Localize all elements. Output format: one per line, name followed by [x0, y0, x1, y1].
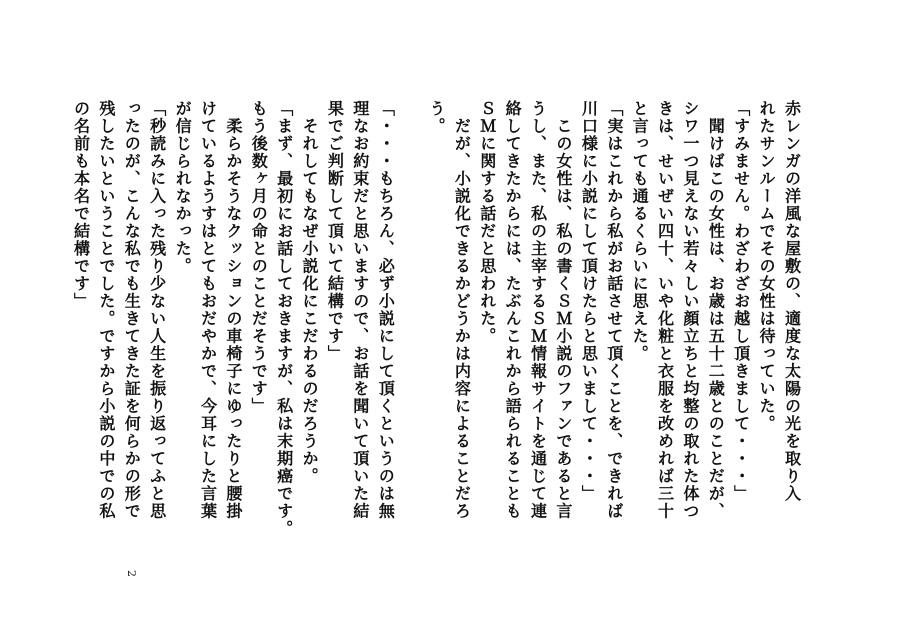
text-column: けているようすはとてもおだやかで、今耳にした言葉: [198, 100, 218, 520]
text-column: 残したいということでした。ですから小説の中での私: [96, 100, 116, 520]
text-column: の名前も本名で結構です」: [71, 100, 91, 310]
text-column: ったのが、こんな私でも生きてきた証を何らかの形で: [121, 100, 141, 520]
text-column: 柔らかそうなクッションの車椅子にゆったりと腰掛: [223, 100, 243, 520]
text-column: 絡してきたからには、たぶんこれから語られることも: [502, 100, 522, 520]
text-column: う。: [426, 100, 446, 135]
text-column: うし、また、私の主宰するＳＭ情報サイトを通じて連: [528, 100, 548, 520]
text-column: 川口様に小説にして頂けたらと思いまして・・・」: [578, 100, 598, 503]
text-column: きは、せいぜい四十、いや化粧と衣服を改めれば三十: [655, 100, 675, 520]
text-column: シワ一つ見えない若々しい顔立ちと均整の取れた体つ: [680, 100, 700, 520]
text-column: が信じられなかった。: [172, 100, 192, 275]
text-column: だが、小説化できるかどうかは内容によることだろ: [451, 100, 471, 520]
text-column: 「秒読みに入った残り少ない人生を振り返ってふと思: [147, 100, 167, 520]
text-column: 「実はこれから私がお話させて頂くことを、できれば: [604, 100, 624, 520]
text-column: もう後数ヶ月の命とのことだそうです」: [248, 100, 268, 415]
text-column: 赤レンガの洋風な屋敷の、適度な太陽の光を取り入: [782, 100, 801, 503]
page-number: 2: [125, 570, 138, 577]
text-column: ＳＭに関する話だと思われた。: [477, 100, 497, 345]
text-column: 果でご判断して頂いて結構です」: [324, 100, 344, 363]
text-column: れたサンルームでその女性は待っていた。: [756, 100, 776, 433]
text-column: 理なお約束だと思いますので、お話を聞いて頂いた結: [350, 100, 370, 520]
text-column: と言っても通るくらいに思えた。: [629, 100, 649, 363]
text-column: この女性は、私の書くＳＭ小説のファンであると言: [553, 100, 573, 520]
paragraph-gap: [402, 100, 419, 560]
text-column: それしてもなぜ小説化にこだわるのだろうか。: [299, 100, 319, 485]
text-column: 「・・・もちろん、必ず小説にして頂くというのは無: [375, 100, 395, 520]
text-column: 聞けばこの女性は、お歳は五十二歳とのことだが、: [705, 100, 725, 520]
text-column: 「すみません。わざわざお越し頂きまして・・・」: [731, 100, 751, 503]
text-column: 「まず、最初にお話しておきますが、私は末期癌です。: [274, 100, 294, 538]
vertical-text-body: [72, 100, 800, 560]
